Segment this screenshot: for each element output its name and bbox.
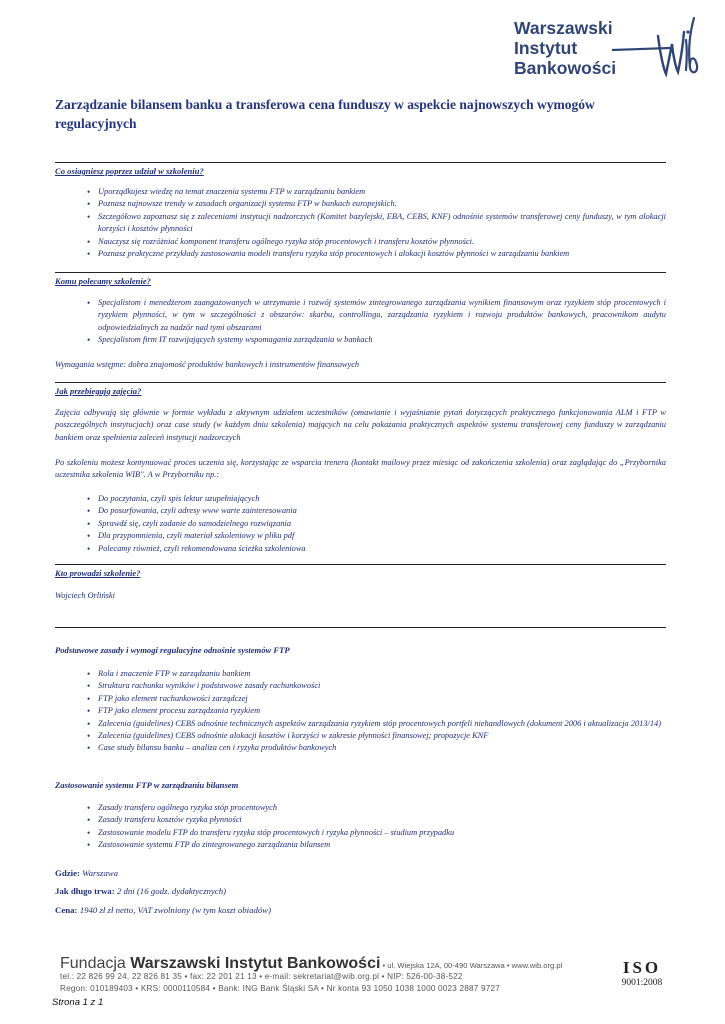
section-heading-outcomes: Co osiagniesz poprzez udział w szkoleniu?: [55, 166, 204, 176]
list-item: • Do poczytania, czyli spis lektur uzupełniających: [87, 493, 666, 505]
detail-price: [55, 905, 271, 915]
list-item: • Struktura rachunku wyników i podstawowe zasady rachunkowości: [87, 680, 666, 692]
divider: [55, 272, 666, 273]
list-item: • Szczegółowo zapoznasz się z zaleceniami instytucji nadzorczych (Komitet bazylejski, EBA, CEBS, KNF) odnośnie systemów transferowej ceny funduszy, w tym alokacji korzyści i kosztów płynności: [87, 211, 666, 236]
requirements-text: Wymagania wstępne: dobra znajomość produktów bankowych i instrumentów finansowych: [55, 360, 360, 369]
section-heading-course: Jak przebiegają zajęcia?: [55, 386, 142, 396]
footer-org-prefix: Fundacja: [60, 955, 131, 972]
logo-text: [514, 18, 616, 78]
list-item: • Nauczysz się rozróżniać komponent transferu ogólnego ryzyka stóp procentowych i transferu kosztów płynności.: [87, 236, 666, 248]
document-title: Zarządzanie bilansem banku a transferowa cena funduszy w aspekcie najnowszych wymogów regulacyjnych: [55, 97, 595, 131]
iso-number: 9001:2008: [621, 978, 663, 988]
list-item: • Dla przypomnienia, czyli materiał szkoleniowy w pliku pdf: [87, 530, 666, 542]
divider: [55, 162, 666, 163]
list-item: • Poznasz praktyczne przykłady zastosowania modeli transferu ryzyka stóp procentowych i alokacji kosztów płynności w zarządzaniu bankiem: [87, 248, 666, 260]
list-item: • Case study bilansu banku – analiza cen i ryzyka produktów bankowych: [87, 742, 666, 754]
logo-line-3: Bankowości: [514, 58, 617, 78]
list-item: • Sprawdź się, czyli zadanie do samodzielnego rozwiązania: [87, 518, 666, 530]
list-item: • Do posurfowania, czyli adresy www warte zainteresowania: [87, 505, 666, 517]
iso-badge: [617, 958, 667, 988]
list-item: • Uporządkujesz wiedzę na temat znaczenia systemu FTP w zarządzaniu bankiem: [87, 186, 666, 198]
divider: [55, 627, 666, 628]
detail-price-label: Cena:: [55, 905, 78, 915]
footer-org: [60, 955, 380, 972]
list-item: • Zalecenia (guidelines) CEBS odnośnie alokacji kosztów i korzyści w zakresie płynności finansowej; propozycje KNF: [87, 730, 666, 742]
iso-title: ISO: [622, 958, 662, 977]
list-item: • Zasady transferu ogólnego ryzyka stóp procentowych: [87, 802, 666, 814]
detail-duration-value: 2 dni (16 godz. dydaktycznych): [116, 886, 227, 896]
detail-duration-label: Jak długo trwa:: [55, 886, 115, 896]
course-paragraph-1: Zajęcia odbywają się głównie w formie wykładu z aktywnym udziałem uczestników (omawianie i wyjaśnianie pytań dotyczących praktycznego funkcjonowania ALM i FTP w poszczególnych instytucjach) oraz case study (w każdym dniu szkolenia) mających na celu pokazania praktycznych aspektów systemu transferowej ceny funduszy w zarządzaniu bankiem oraz spełnienia zaleceń instytucji nadzorczych: [55, 408, 666, 442]
wib-signature-icon: [610, 14, 700, 84]
footer-address: • ul. Wiejska 12A, 00-490 Warszawa • www.wib.org.pl: [380, 961, 563, 970]
detail-where-value: Warszawa: [82, 868, 118, 878]
section-heading-program-1: Podstawowe zasady i wymogi regulacyjne odnośnie systemów FTP: [55, 645, 290, 655]
detail-where: [55, 868, 118, 878]
section-heading-trainer: Kto prowadzi szkolenie?: [55, 568, 141, 578]
wib-logo: [514, 14, 700, 84]
divider: [55, 382, 666, 383]
audience-list: [87, 297, 666, 347]
detail-where-label: Gdzie:: [55, 868, 80, 878]
footer-org-line: [60, 955, 600, 973]
list-item: • Poznasz najnowsze trendy w zasadach organizacji systemu FTP w bankach europejskich.: [87, 198, 666, 210]
footer-org-name: Warszawski Instytut Bankowości: [130, 955, 381, 972]
page-number: Strona 1 z 1: [52, 997, 104, 1008]
list-item: • Zalecenia (guidelines) CEBS odnośnie technicznych aspektów zarządzania ryzykiem stóp procentowych portfeli niehandlowych (dokument 2006 i aktualizacja 2013/14): [87, 718, 666, 730]
detail-duration: [55, 886, 226, 896]
section-heading-program-2: Zastosowanie systemu FTP w zarządzaniu bilansem: [55, 780, 239, 790]
trainer-name: Wojciech Orliński: [55, 591, 115, 600]
list-item: • Zastosowanie systemu FTP do zintegrowanego zarządzania bilansem: [87, 839, 666, 851]
course-paragraph-2: Po szkoleniu możesz kontynuować proces uczenia się, korzystając ze wsparcia trenera (kontakt mailowy przez miesiąc od zakończenia szkolenia) oraz zaglądając do „Przybornika uczestnika szkolenia WIB". A w Przyborniku np.:: [55, 458, 666, 480]
list-item: • Specjalistom i menedżerom zaangażowanych w utrzymanie i rozwój systemów zintegrowanego zarządzania wynikiem finansowym oraz ryzykiem stóp procentowych i ryzykiem płynności, w tym w szczególności z obszarów: skarbu, controllingu, zarządzania ryzykiem i rozwoju produktów bankowych, pracownikom audytu odpowiedzialnych za nadzór nad tymi obszarami: [87, 297, 666, 334]
logo-line-1: Warszawski: [514, 18, 613, 38]
outcomes-list: [87, 186, 666, 260]
program-1-list: [87, 668, 666, 755]
toolkit-list: [87, 493, 666, 555]
list-item: • Specjalistom firm IT rozwijających systemy wspomagania zarządzania w bankach: [87, 334, 666, 346]
list-item: • Zastosowanie modelu FTP do transferu ryzyka stóp procentowych i ryzyka płynności – studium przypadku: [87, 827, 666, 839]
footer-registry-line: Regon: 010189403 • KRS: 0000110584 • Bank: ING Bank Śląski SA • Nr konta 93 1050 1038 1000 0023 2887 9727: [60, 984, 501, 993]
detail-price-value: 1940 zł zł netto, VAT zwolniony (w tym koszt obiadów): [79, 905, 272, 915]
logo-line-2: Instytut: [514, 38, 578, 58]
list-item: • Zasady transferu kosztów ryzyka płynności: [87, 814, 666, 826]
section-heading-audience: Komu polecamy szkolenie?: [55, 276, 151, 286]
list-item: • FTP jako element procesu zarządzania ryzykiem: [87, 705, 666, 717]
divider: [55, 564, 666, 565]
footer-contact-line: tel.: 22 826 99 24, 22 826 81 35 • fax: 22 201 21 13 • e-mail: sekretariat@wib.org.pl • NIP: 526-00-38-522: [60, 972, 463, 981]
list-item: • Polecamy również, czyli rekomendowana ścieżka szkoleniowa: [87, 543, 666, 555]
program-2-list: [87, 802, 666, 852]
list-item: • FTP jako element rachunkowości zarządczej: [87, 693, 666, 705]
list-item: • Rola i znaczenie FTP w zarządzaniu bankiem: [87, 668, 666, 680]
